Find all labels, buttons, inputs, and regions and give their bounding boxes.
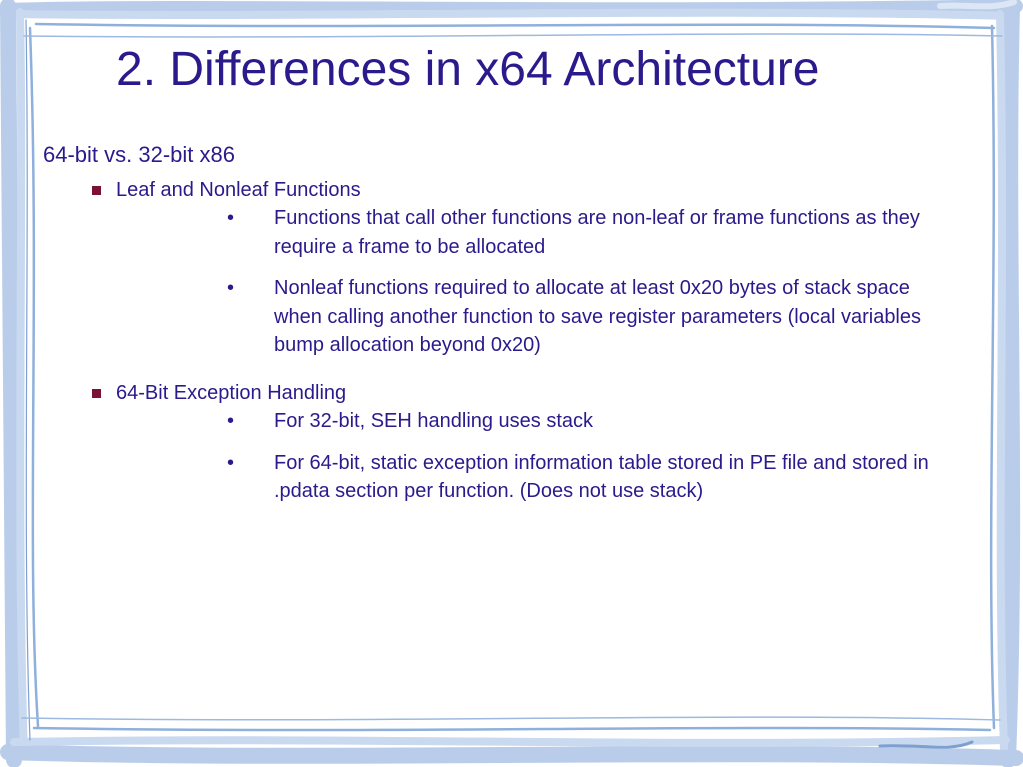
list-item-text: Nonleaf functions required to allocate at least 0x20 bytes of stack space when calling another function to save register parameters (local variables bump allocation beyond 0x20) (274, 277, 922, 356)
section-heading-text: 64-Bit Exception Handling (116, 382, 347, 404)
section-heading-text: Leaf and Nonleaf Functions (116, 179, 361, 201)
square-bullet-icon (92, 186, 101, 195)
bullet-dot-icon: • (227, 410, 235, 432)
section-heading (90, 176, 954, 204)
bullet-dot-icon: • (227, 451, 235, 474)
slide-title: 2. Differences in x64 Architecture (116, 43, 820, 96)
section-heading (90, 379, 954, 407)
list-item (227, 274, 954, 360)
square-bullet-icon (92, 389, 101, 398)
list-item-text: Functions that call other functions are non-leaf or frame functions as they require a frame to be allocated (274, 207, 920, 258)
bullet-dot-icon: • (227, 277, 235, 299)
section-leaf-functions (90, 176, 954, 360)
section-exception-handling (90, 379, 954, 506)
bullet-dot-icon: • (227, 207, 235, 229)
list-item-text: For 32-bit, SEH handling uses stack (274, 410, 594, 432)
list-item (227, 449, 954, 506)
bullet-list (90, 204, 954, 360)
list-item (227, 204, 954, 261)
list-item (227, 407, 954, 436)
slide-subtitle: 64-bit vs. 32-bit x86 (43, 142, 235, 167)
list-item-text: For 64-bit, static exception information table stored in PE file and stored in .pdata section per function. (Does not use stack) (274, 451, 929, 502)
bullet-list (90, 407, 954, 506)
